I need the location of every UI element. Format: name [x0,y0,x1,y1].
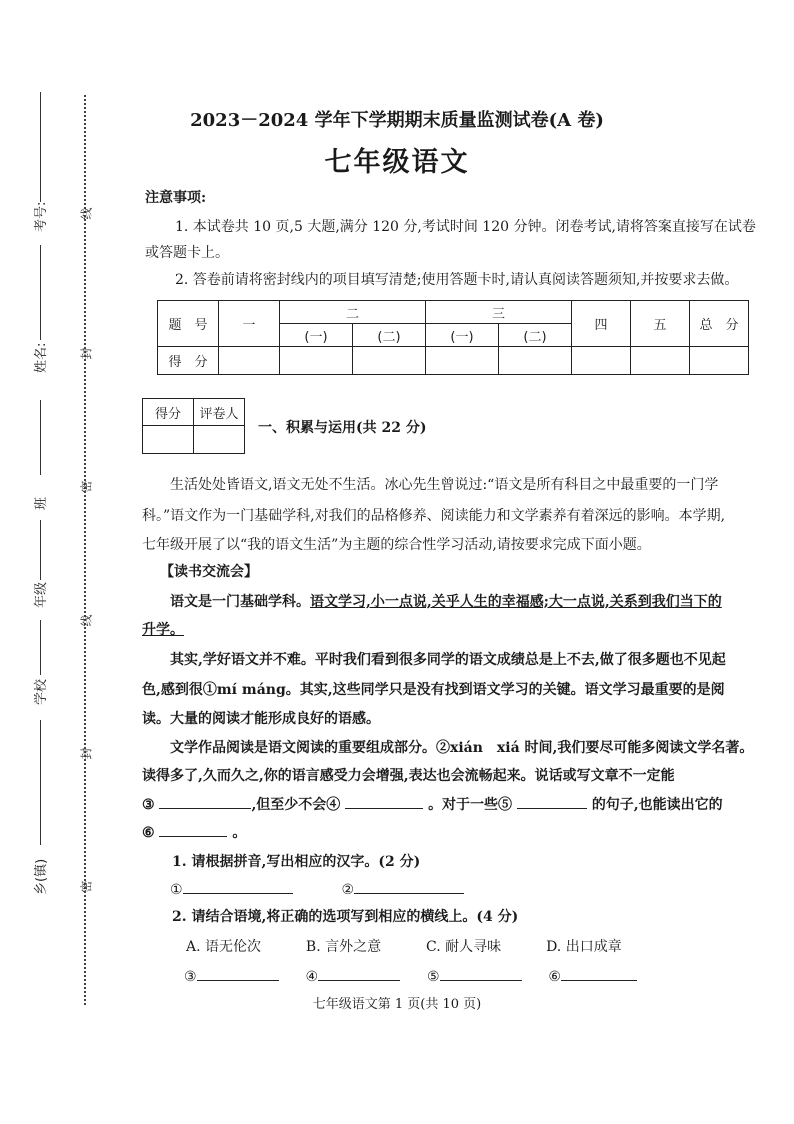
school-label: 学校 [34,678,49,705]
notice-item-1-cont: 或答题卡上。 [145,245,229,261]
grader-name-label: 评卷人 [194,399,245,426]
grader-box [142,398,245,454]
passage-underlined: 语文学习,小一点说,关乎人生的幸福感;大一点说,关系到我们当下的 [310,594,722,610]
answer-marker: ② [341,882,355,898]
passage-text: ,但至少不会④ [251,797,341,813]
passage-p1-cont: 升学。 [142,622,184,638]
name-label: 姓名: [34,342,49,373]
passage-p3: 文学作品阅读是语文阅读的重要组成部分。②xián xiá 时间,我们要尽可能多阅读文学名著。 [170,740,754,756]
passage-p2: 其实,学好语文并不难。平时我们看到很多同学的语文成绩总是上不去,做了很多题也不见起 [170,652,726,668]
passage-p2: 色,感到很①mí máng。其实,这些同学只是没有找到语文学习的关键。语文学习最重要的是阅 [142,682,725,698]
seal-mark: 封 [79,347,94,360]
answer-marker: ④ [305,969,319,985]
score-cell[interactable] [219,347,280,375]
seal-mark: 线 [79,207,94,220]
q5-header: 五 [631,301,690,347]
question-2: 2. 请结合语境,将正确的选项写到相应的横线上。(4 分) [172,909,519,925]
q1-header: 一 [219,301,280,347]
seal-mark: 封 [79,747,94,760]
q2-answer-6[interactable] [561,966,637,981]
blank-3[interactable] [159,794,251,809]
intro-line: 生活处处皆语文,语文无处不生活。冰心先生曾说过:“语文是所有科目之中最重要的一门学 [170,477,719,493]
grade-label: 年级 [34,581,49,608]
town-line[interactable] [40,720,41,845]
grader-name-cell[interactable] [194,426,245,454]
score-cell[interactable] [631,347,690,375]
score-table [157,300,749,375]
passage-text: 。 [232,825,247,841]
q2-sub2: (二) [353,324,426,347]
blank-6[interactable] [159,822,227,837]
notice-item-2: 2. 答卷前请将密封线内的项目填写清楚;使用答题卡时,请认真阅读答题须知,并按要求去做。 [175,272,739,288]
grader-score-label: 得分 [143,399,194,426]
score-cell[interactable] [690,347,749,375]
name-line[interactable] [40,245,41,340]
blank-marker: ③ [142,797,155,813]
q2-options [186,937,622,957]
school-line[interactable] [40,620,41,675]
score-cell[interactable] [572,347,631,375]
blank-5[interactable] [517,794,587,809]
blank-marker: ⑥ [142,825,155,841]
notice-item-1: 1. 本试卷共 10 页,5 大题,满分 120 分,考试时间 120 分钟。闭卷考试,请将答案直接写在试卷 [175,219,756,235]
score-cell[interactable] [426,347,499,375]
score-cell[interactable] [499,347,572,375]
passage-p3-blanks [142,794,723,815]
score-cell[interactable] [280,347,353,375]
seal-mark: 密 [79,880,94,893]
answer-marker: ③ [184,969,197,985]
passage-p1 [170,592,722,612]
total-header: 总 分 [690,301,749,347]
q3-sub2: (二) [499,324,572,347]
section-1-title: 一、积累与运用(共 22 分) [258,420,427,436]
exam-title: 2023－2024 学年下学期期末质量监测试卷(A 卷) [190,110,604,131]
exam-number-label: 考号: [34,201,49,232]
intro-line: 科。”语文作为一门基础学科,对我们的品格修养、阅读能力和文学素养有着深远的影响。本学期, [142,508,726,524]
page-footer: 七年级语文第 1 页(共 10 页) [312,997,482,1012]
row-score-label: 得 分 [158,347,219,375]
q4-header: 四 [572,301,631,347]
intro-line: 七年级开展了以“我的语文生活”为主题的综合性学习活动,请按要求完成下面小题。 [142,537,651,553]
seal-line [84,95,86,1005]
answer-marker: ① [170,882,183,898]
answer-marker: ⑥ [548,969,561,985]
passage-p2: 读。大量的阅读才能形成良好的语感。 [142,711,380,727]
grader-score-cell[interactable] [143,426,194,454]
passage-text: 的句子,也能读出它的 [591,797,723,813]
passage-text: 语文是一门基础学科。 [170,594,310,610]
row-header-label: 题 号 [158,301,219,347]
option-c: C. 耐人寻味 [426,939,502,955]
question-1: 1. 请根据拼音,写出相应的汉字。(2 分) [172,854,421,870]
q2-answer-5[interactable] [440,966,522,981]
answer-marker: ⑤ [426,969,440,985]
option-a: A. 语无伦次 [186,939,262,955]
passage-p3-end [142,822,246,843]
q1-answer-2[interactable] [354,879,464,894]
q2-answer-3[interactable] [197,966,279,981]
q1-answers [170,879,464,900]
q2-answer-4[interactable] [318,966,400,981]
q2-header: 二 [280,301,426,324]
seal-mark: 密 [79,480,94,493]
option-b: B. 言外之意 [305,939,382,955]
class-line[interactable] [40,400,41,475]
notice-heading: 注意事项: [145,190,207,206]
q1-answer-1[interactable] [183,879,293,894]
seal-mark: 线 [79,614,94,627]
event-heading: 【读书交流会】 [160,564,258,580]
grade-line[interactable] [40,520,41,580]
q2-answers [184,966,637,987]
option-d: D. 出口成章 [546,939,622,955]
q3-header: 三 [426,301,572,324]
score-cell[interactable] [353,347,426,375]
passage-text: 。对于一些⑤ [428,797,513,813]
blank-4[interactable] [345,794,423,809]
q2-sub1: (一) [280,324,353,347]
passage-p3: 读得多了,久而久之,你的语言感受力会增强,表达也会流畅起来。说话或写文章不一定能 [142,768,675,784]
q3-sub1: (一) [426,324,499,347]
town-label: 乡(镇) [34,858,49,895]
subject-title: 七年级语文 [324,147,470,178]
class-label: 班 [34,496,49,510]
